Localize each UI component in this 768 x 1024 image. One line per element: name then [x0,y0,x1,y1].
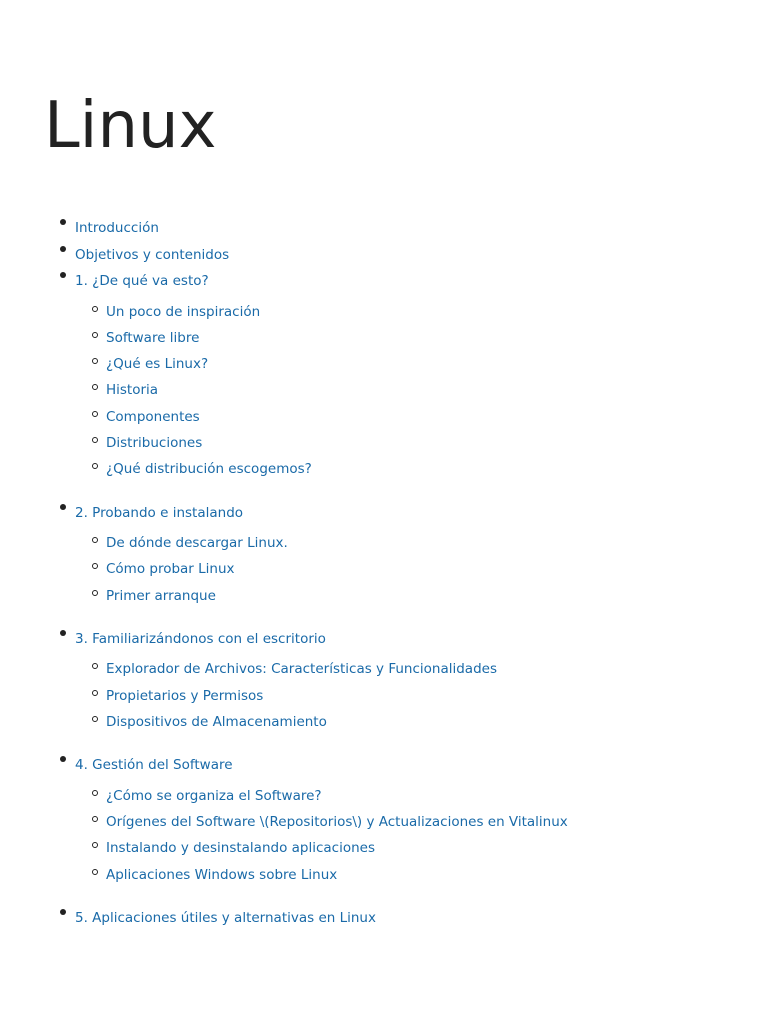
circle-bullet-icon [92,842,98,848]
list-item [75,351,768,377]
toc-item-section-4 [0,752,768,888]
toc-link-objetivos[interactable]: Objetivos y contenidos [75,246,230,263]
toc-link-que-es-linux[interactable]: ¿Qué es Linux? [106,356,209,373]
toc-link-almacenamiento[interactable]: Dispositivos de Almacenamiento [106,714,327,731]
toc-link-software-libre[interactable]: Software libre [106,329,200,346]
list-item [75,299,768,325]
bullet-icon [60,272,66,278]
circle-bullet-icon [92,590,98,596]
toc-item-section-2 [0,500,768,609]
list-item [75,835,768,861]
toc-link-section-3[interactable]: 3. Familiarizándonos con el escritorio [75,630,326,647]
toc-link-section-2[interactable]: 2. Probando e instalando [75,504,244,521]
sub-list-section-3 [75,656,768,735]
bullet-icon [60,756,66,762]
toc-link-inspiracion[interactable]: Un poco de inspiración [106,303,261,320]
circle-bullet-icon [92,816,98,822]
toc-link-section-4[interactable]: 4. Gestión del Software [75,757,233,774]
toc-link-que-distribucion[interactable]: ¿Qué distribución escogemos? [106,461,312,478]
circle-bullet-icon [92,716,98,722]
circle-bullet-icon [92,358,98,364]
circle-bullet-icon [92,306,98,312]
toc-link-section-1[interactable]: 1. ¿De qué va esto? [75,273,209,289]
bullet-icon [60,909,66,915]
toc-link-origenes[interactable]: Orígenes del Software \(Repositorios\) y Actualizaciones en Vitalinux [106,814,568,831]
toc-link-instalando[interactable]: Instalando y desinstalando aplicaciones [106,840,375,857]
list-item [75,783,768,809]
sub-list-section-1 [75,299,768,483]
circle-bullet-icon [92,384,98,390]
toc-link-descargar[interactable]: De dónde descargar Linux. [106,535,288,552]
circle-bullet-icon [92,463,98,469]
circle-bullet-icon [92,563,98,569]
list-item [75,325,768,351]
circle-bullet-icon [92,437,98,443]
list-item [75,456,768,482]
circle-bullet-icon [92,537,98,543]
page-title: Linux [44,89,217,163]
toc-link-organiza[interactable]: ¿Cómo se organiza el Software? [106,787,322,804]
toc-item-objetivos [0,242,768,269]
toc-link-introduccion[interactable]: Introducción [75,220,159,236]
circle-bullet-icon [92,790,98,796]
circle-bullet-icon [92,869,98,875]
toc-item-section-1 [0,268,768,483]
toc-link-distribuciones[interactable]: Distribuciones [106,434,203,451]
toc-link-explorador[interactable]: Explorador de Archivos: Características y Funcionalidades [106,661,497,678]
bullet-icon [60,246,66,252]
bullet-icon [60,630,66,636]
sub-list-section-2 [75,530,768,609]
toc-item-section-5 [0,905,768,932]
toc-link-primer-arranque[interactable]: Primer arranque [106,587,216,604]
list-item [75,656,768,682]
list-item [75,809,768,835]
list-item [75,404,768,430]
list-item [75,709,768,735]
list-item [75,683,768,709]
toc-link-permisos[interactable]: Propietarios y Permisos [106,687,264,704]
toc-link-historia[interactable]: Historia [106,382,159,399]
table-of-contents [0,215,768,932]
list-item [75,556,768,582]
toc-link-windows[interactable]: Aplicaciones Windows sobre Linux [106,866,338,883]
list-item [75,530,768,556]
toc-link-section-5[interactable]: 5. Aplicaciones útiles y alternativas en Linux [75,910,376,927]
bullet-icon [60,504,66,510]
list-item [75,430,768,456]
list-item [75,862,768,888]
list-item [75,583,768,609]
circle-bullet-icon [92,690,98,696]
toc-link-componentes[interactable]: Componentes [106,408,200,425]
circle-bullet-icon [92,332,98,338]
toc-item-introduccion [0,215,768,242]
toc-link-probar[interactable]: Cómo probar Linux [106,561,235,578]
list-item [75,377,768,403]
sub-list-section-4 [75,783,768,888]
toc-item-section-3 [0,626,768,735]
circle-bullet-icon [92,663,98,669]
circle-bullet-icon [92,411,98,417]
bullet-icon [60,219,66,225]
